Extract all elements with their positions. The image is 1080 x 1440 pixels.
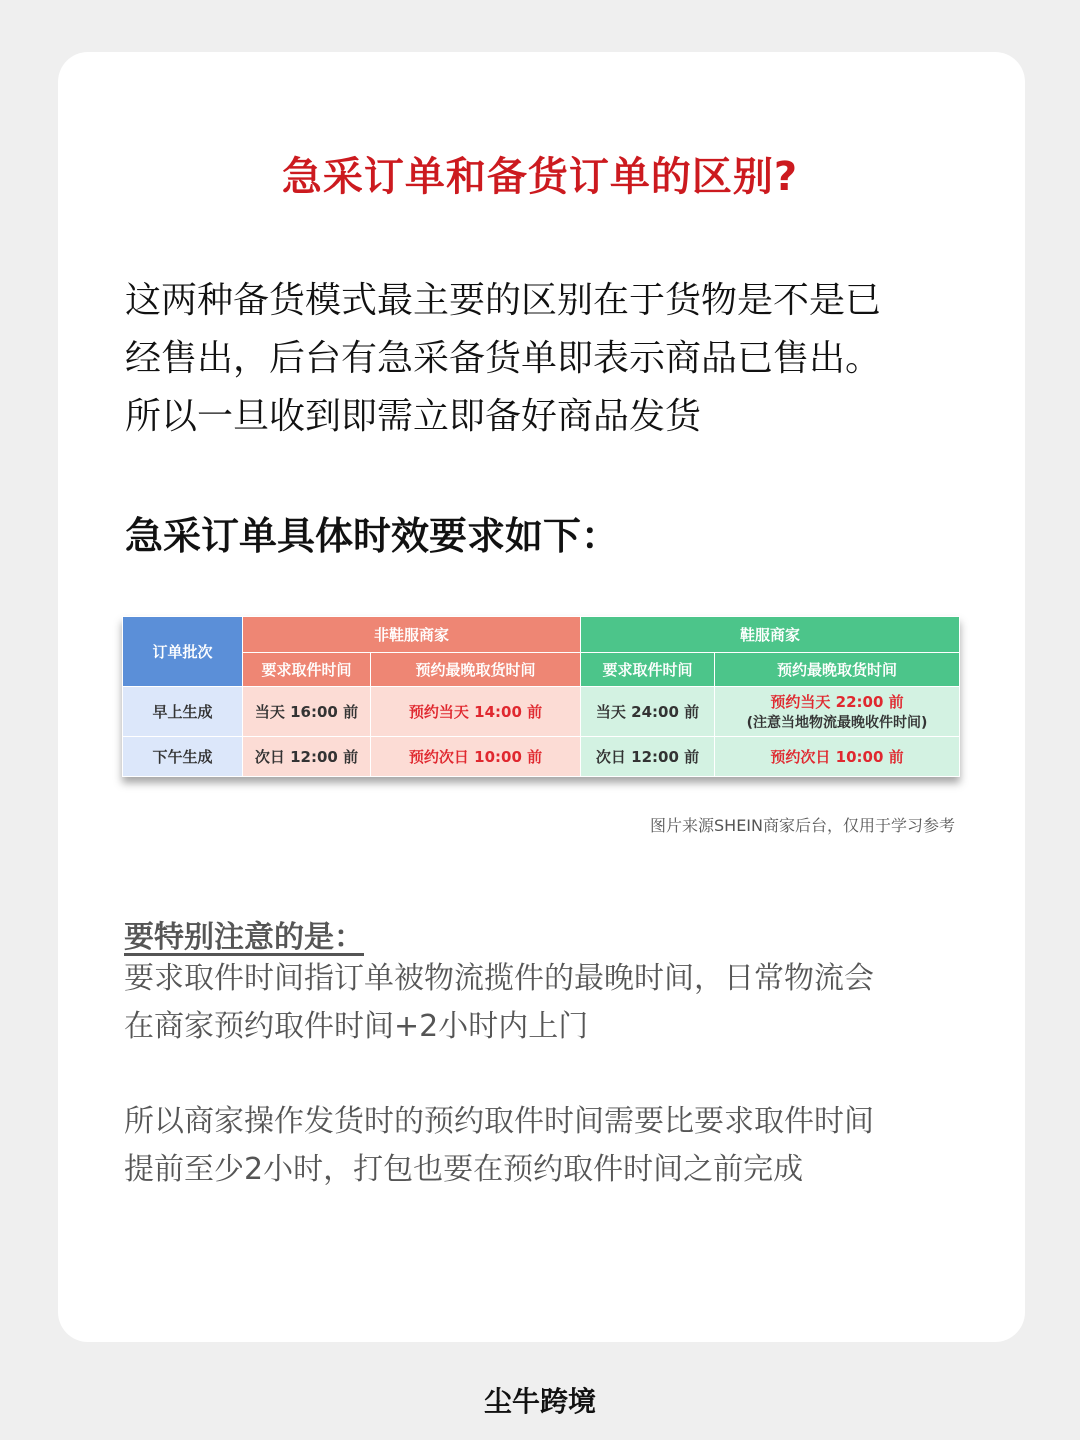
intro-line: 这两种备货模式最主要的区别在于货物是不是已: [125, 280, 882, 321]
intro-line: 所以一旦收到即需立即备好商品发货: [125, 396, 702, 437]
note-line: 要求取件时间指订单被物流揽件的最晚时间，日常物流会: [124, 961, 874, 996]
note-paragraph: [124, 955, 964, 1051]
image-source-caption: 图片来源SHEIN商家后台，仅用于学习参考: [650, 816, 955, 835]
batch-cell: 早上生成: [123, 687, 243, 737]
non-apparel-group-header: 非鞋服商家: [243, 617, 581, 653]
column-header-pickup: 要求取件时间: [581, 653, 715, 687]
column-header-latest: 预约最晚取货时间: [371, 653, 581, 687]
column-header-latest: 预约最晚取货时间: [715, 653, 960, 687]
pickup-cell: 次日 12:00 前: [581, 737, 715, 777]
note-paragraph: [124, 1098, 964, 1194]
batch-cell: 下午生成: [123, 737, 243, 777]
batch-header: 订单批次: [123, 617, 243, 687]
page-title: 急采订单和备货订单的区别?: [281, 154, 799, 200]
intro-line: 经售出，后台有急采备货单即表示商品已售出。: [125, 338, 882, 379]
latest-cell: 预约当天 14:00 前: [371, 687, 581, 737]
column-header-pickup: 要求取件时间: [243, 653, 371, 687]
brand-footer: 尘牛跨境: [483, 1385, 596, 1418]
note-heading: 要特别注意的是：: [124, 920, 364, 955]
timing-table: [122, 616, 960, 777]
note-line: 提前至少2小时，打包也要在预约取件时间之前完成: [124, 1152, 804, 1187]
note-line: 在商家预约取件时间+2小时内上门: [124, 1009, 589, 1044]
table-row: [123, 737, 960, 777]
latest-cell: 预约次日 10:00 前: [371, 737, 581, 777]
pickup-cell: 次日 12:00 前: [243, 737, 371, 777]
section-heading: 急采订单具体时效要求如下：: [125, 514, 620, 558]
apparel-group-header: 鞋服商家: [581, 617, 960, 653]
latest-time: 预约当天 22:00 前: [770, 693, 904, 711]
note-line: 所以商家操作发货时的预约取件时间需要比要求取件时间: [124, 1104, 874, 1139]
latest-cell: 预约次日 10:00 前: [715, 737, 960, 777]
table-row: [123, 687, 960, 737]
intro-paragraph: [125, 272, 985, 446]
latest-cell: [715, 687, 960, 737]
pickup-cell: 当天 16:00 前: [243, 687, 371, 737]
pickup-cell: 当天 24:00 前: [581, 687, 715, 737]
latest-note: (注意当地物流最晚收件时间): [746, 715, 928, 731]
